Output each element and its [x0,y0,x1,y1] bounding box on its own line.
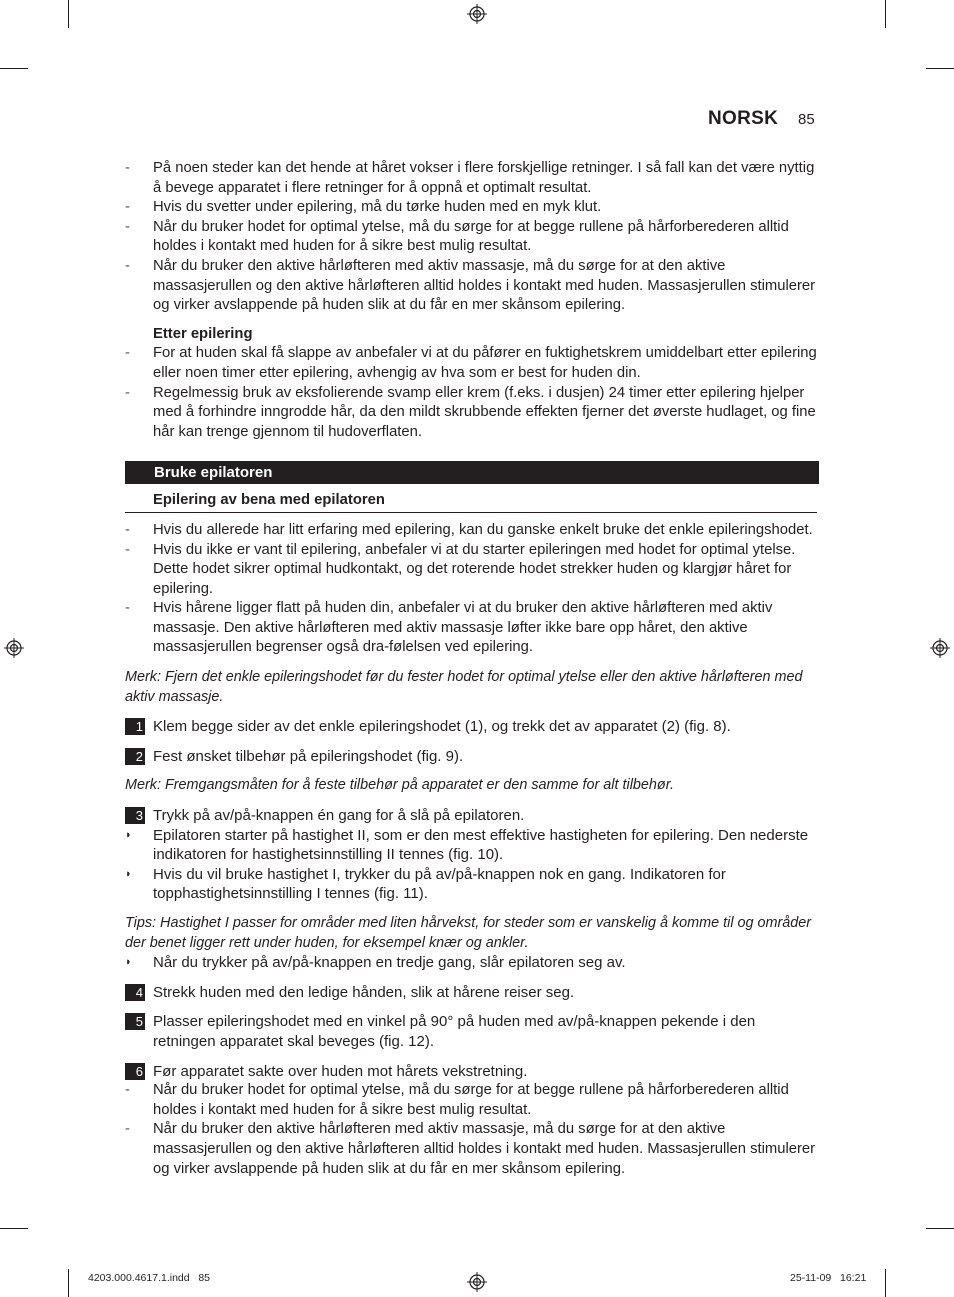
list-item: - Når du bruker hodet for optimal ytelse, må du sørge for at begge rullene på hårforberederen alltid holdes i kontakt med huden for å sikre best mulig resultat. [125,1082,789,1118]
crop-mark [885,1269,886,1297]
registration-mark-icon [467,4,487,24]
section-subtitle: Epilering av bena med epilatoren [125,491,817,513]
dash-bullet: - [125,160,130,176]
list-item: - Når du bruker hodet for optimal ytelse, må du sørge for at begge rullene på hårforberederen alltid holdes i kontakt med huden for å sikre best mulig resultat. [125,218,789,255]
result-item: ◗ Når du trykker på av/på-knappen en tredje gang, slår epilatoren seg av. [125,954,626,972]
footer-datetime: 25-11-09 16:21 [790,1272,867,1284]
crop-mark [885,0,886,28]
step-number-badge: 2 [125,748,145,765]
step-number-badge: 4 [125,984,145,1001]
step-5: 5 Plasser epileringshodet med en vinkel på 90° på huden med av/på-knappen pekende i den retningen apparatet skal beveges (fig. 12). [125,1012,817,1051]
registration-mark-icon [467,1272,487,1292]
list-item: - Når du bruker den aktive hårløfteren med aktiv massasje, må du sørge for at den aktive massasjerullen og den aktive hårløfteren alltid holdes i kontakt med huden. Massasjerullen stimulerer og virker avslappende på huden slik at du får en mer skånsom epilering. [125,1121,816,1177]
step-number-badge: 3 [125,807,145,824]
list-item: - Hvis du svetter under epilering, må du tørke huden med en myk klut. [125,198,817,218]
crop-mark [68,0,69,28]
dash-bullet: - [125,521,130,538]
result-item: ◗ Hvis du vil bruke hastighet I, trykker du på av/på-knappen nok en gang. Indikatoren for topphastighetsinnstilling I tennes (fig. 11). [125,865,726,903]
step-3: 3 Trykk på av/på-knappen én gang for å slå på epilatoren. [125,806,817,826]
crop-mark [926,68,954,69]
registration-mark-icon [930,638,950,658]
list-item: - Hvis du allerede har litt erfaring med epilering, kan du ganske enkelt bruke det enkle epileringshodet. [125,521,817,541]
page-language-heading: NORSK [708,108,779,129]
list-item: - Hvis du ikke er vant til epilering, anbefaler vi at du starter epileringen med hodet for optimal ytelse. Dette hodet sikrer optimal hudkontakt, og det roterende hodet strekker huden og klargjør håret for epilering. [125,541,796,597]
crop-mark [0,1228,28,1229]
dash-bullet: - [125,345,130,362]
result-arrow-icon: ◗ [125,956,132,969]
note: Merk: Fjern det enkle epileringshodet før du fester hodet for optimal ytelse eller den aktive hårløfteren med aktiv massasje. [125,669,803,705]
dash-bullet: - [125,384,130,401]
step-6: 6 Før apparatet sakte over huden mot hårets vekstretning. [125,1062,817,1082]
section-title-bar: Bruke epilatoren [125,461,819,484]
tip: Tips: Hastighet I passer for områder med liten hårvekst, for steder som er vanskelig å komme til og områder der benet ligger rett under huden, for eksempel knær og ankler. [125,915,812,951]
page-content [125,159,817,1179]
crop-mark [0,68,28,69]
step-number-badge: 5 [125,1013,145,1030]
page-number: 85 [798,111,815,128]
list-item: - Når du bruker den aktive hårløfteren med aktiv massasje, må du sørge for at den aktive massasjerullen og den aktive hårløfteren alltid holdes i kontakt med huden. Massasjerullen stimulerer og virker avslappende på huden slik at du får en mer skånsom epilering. [125,257,816,314]
result-item: ◗ Epilatoren starter på hastighet II, som er den mest effektive hastigheten for epilering. Den nederste indikatoren for hastighetsinnstilling II tennes (fig. 10). [125,826,809,864]
footer-file-name: 4203.000.4617.1.indd 85 [88,1272,211,1284]
dash-bullet: - [125,1121,130,1138]
list-item: - På noen steder kan det hende at håret vokser i flere forskjellige retninger. I så fall kan det være nyttig å bevege apparatet i flere retninger for å oppnå et optimalt resultat. [125,160,815,196]
result-arrow-icon: ◗ [125,828,132,841]
list-item: - Regelmessig bruk av eksfolierende svamp eller krem (f.eks. i dusjen) 24 timer etter epilering hjelper med å forhindre inngrodde hår, da den mildt skrubbende effekten fjerner det øverste hudlaget, og fine hår kan trenge gjennom til hudoverflaten. [125,384,816,440]
registration-mark-icon [4,638,24,658]
subheading-after-epilation: Etter epilering [153,325,253,342]
dash-bullet: - [125,199,130,216]
step-number-badge: 1 [125,718,145,735]
step-2: 2 Fest ønsket tilbehør på epileringshodet (fig. 9). [125,747,817,767]
dash-bullet: - [125,257,130,274]
list-item: - Hvis hårene ligger flatt på huden din, anbefaler vi at du bruker den aktive hårløfteren med aktiv massasje. Den aktive hårløfteren med aktiv massasje løfter ikke bare opp håret, den aktive massasjerullen begrenser også dra-følelsen ved epilering. [125,600,773,656]
result-arrow-icon: ◗ [125,867,132,880]
crop-mark [68,1269,69,1297]
crop-mark [926,1228,954,1229]
dash-bullet: - [125,1082,130,1099]
note: Merk: Fremgangsmåten for å feste tilbehør på apparatet er den samme for alt tilbehør. [125,777,674,794]
step-number-badge: 6 [125,1063,145,1080]
dash-bullet: - [125,218,130,235]
dash-bullet: - [125,600,130,617]
list-item: - For at huden skal få slappe av anbefaler vi at du påfører en fuktighetskrem umiddelbart etter epilering eller noen timer etter epilering, avhengig av hva som er best for huden din. [125,345,817,381]
step-1: 1 Klem begge sider av det enkle epileringshodet (1), og trekk det av apparatet (2) (fig. 8). [125,717,817,737]
step-4: 4 Strekk huden med den ledige hånden, slik at hårene reiser seg. [125,983,817,1003]
dash-bullet: - [125,541,130,558]
